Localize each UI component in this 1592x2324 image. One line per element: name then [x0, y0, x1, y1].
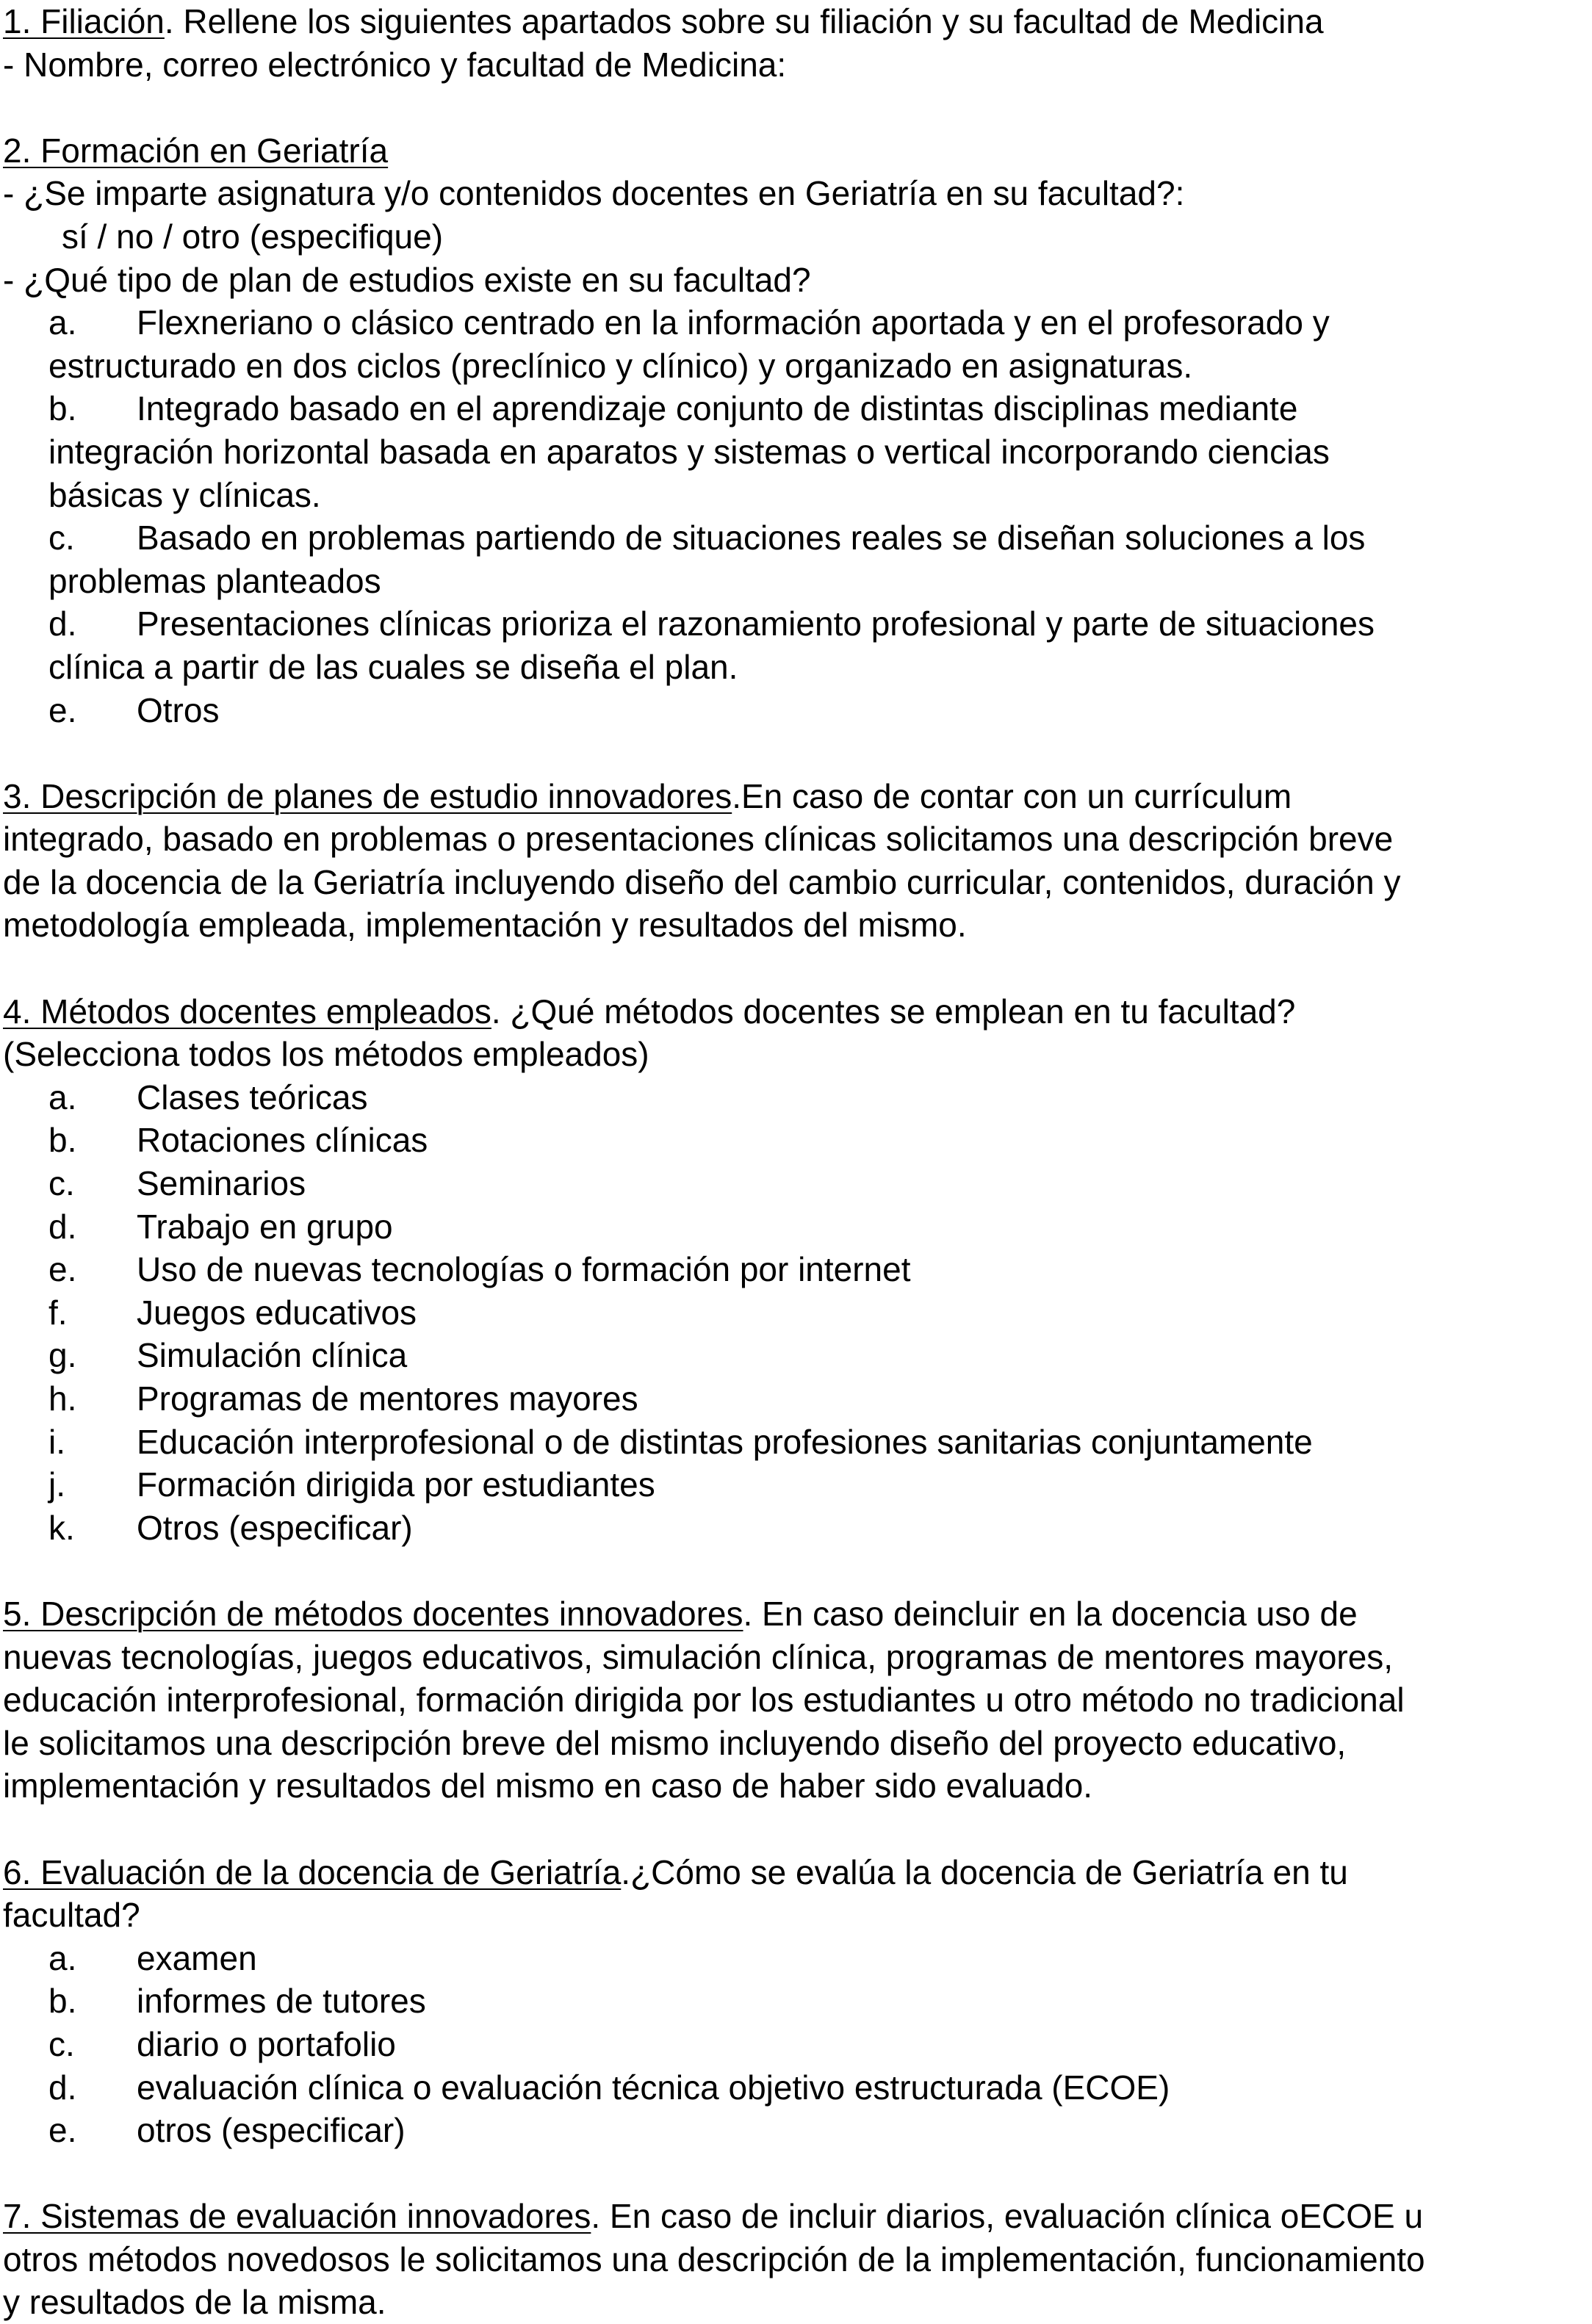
- list-marker: a.: [48, 303, 77, 342]
- method-option-g: [3, 1334, 1592, 1377]
- list-marker: a.: [48, 1078, 77, 1116]
- method-option-k: [3, 1506, 1592, 1550]
- plan-option-d: [3, 602, 1592, 646]
- list-item-text: Basado en problemas partiendo de situaciones reales se diseñan soluciones a los: [137, 519, 1366, 557]
- list-marker: b.: [48, 389, 77, 428]
- plan-option-a: [3, 301, 1592, 344]
- section-4-heading-line: [3, 990, 1592, 1033]
- list-item-text: Clases teóricas: [137, 1078, 368, 1116]
- section-2-question-1: - ¿Se imparte asignatura y/o contenidos docentes en Geriatría en su facultad?:: [3, 174, 1185, 213]
- list-marker: e.: [48, 2111, 77, 2150]
- list-marker: d.: [48, 605, 77, 643]
- evaluation-option-d: [3, 2066, 1592, 2110]
- spacer: [3, 1549, 1592, 1592]
- list-marker: c.: [48, 2024, 75, 2063]
- list-item-text: Flexneriano o clásico centrado en la información aportada y en el profesorado y: [137, 303, 1330, 342]
- list-item-text: Trabajo en grupo: [137, 1207, 393, 1246]
- list-marker: f.: [48, 1293, 68, 1332]
- section-3-heading-line: [3, 775, 1592, 818]
- section-1-text: . Rellene los siguientes apartados sobre su filiación y su facultad de Medicina: [164, 2, 1324, 40]
- list-item-text: Educación interprofesional o de distintas profesiones sanitarias conjuntamente: [137, 1422, 1313, 1461]
- list-item-text: Otros: [137, 690, 220, 729]
- section-7-text: . En caso de incluir diarios, evaluación clínica oECOE u: [591, 2197, 1424, 2236]
- section-6-text: .¿Cómo se evalúa la docencia de Geriatría en tu: [621, 1852, 1348, 1891]
- section-3-text: .En caso de contar con un currículum: [732, 776, 1292, 815]
- section-1-line-2: - Nombre, correo electrónico y facultad de Medicina:: [3, 45, 787, 84]
- spacer: [3, 732, 1592, 775]
- section-3-line: integrado, basado en problemas o presentaciones clínicas solicitamos una descripción breve: [3, 820, 1394, 859]
- section-2-question-2: - ¿Qué tipo de plan de estudios existe en su facultad?: [3, 260, 811, 299]
- list-marker: i.: [48, 1422, 65, 1461]
- list-item-continuation: integración horizontal basada en aparatos y sistemas o vertical incorporando ciencias: [48, 432, 1330, 471]
- spacer: [3, 2152, 1592, 2195]
- section-3-title: 3. Descripción de planes de estudio innovadores: [3, 776, 732, 815]
- spacer: [3, 1808, 1592, 1851]
- method-option-c: [3, 1162, 1592, 1205]
- list-marker: b.: [48, 1982, 77, 2021]
- list-item-text: evaluación clínica o evaluación técnica objetivo estructurada (ECOE): [137, 2068, 1170, 2107]
- method-option-e: [3, 1248, 1592, 1291]
- section-6-title: 6. Evaluación de la docencia de Geriatría: [3, 1852, 622, 1891]
- method-option-i: [3, 1421, 1592, 1464]
- list-item-text: diario o portafolio: [137, 2024, 396, 2063]
- section-7-title: 7. Sistemas de evaluación innovadores: [3, 2197, 591, 2236]
- list-item-text: Formación dirigida por estudiantes: [137, 1465, 655, 1504]
- list-marker: d.: [48, 2068, 77, 2107]
- spacer: [3, 86, 1592, 129]
- section-1-heading-line: [3, 0, 1592, 43]
- method-option-j: [3, 1463, 1592, 1506]
- list-marker: e.: [48, 690, 77, 729]
- evaluation-option-e: [3, 2109, 1592, 2152]
- list-marker: k.: [48, 1508, 75, 1547]
- list-marker: b.: [48, 1121, 77, 1160]
- spacer: [3, 947, 1592, 990]
- list-item-text: Seminarios: [137, 1164, 306, 1203]
- method-option-f: [3, 1291, 1592, 1335]
- section-5-text: . En caso deincluir en la docencia uso de: [743, 1594, 1358, 1633]
- list-item-continuation: clínica a partir de las cuales se diseña el plan.: [48, 647, 738, 686]
- method-option-a: [3, 1076, 1592, 1119]
- section-6-line-2: facultad?: [3, 1896, 140, 1935]
- list-marker: j.: [48, 1465, 65, 1504]
- list-marker: g.: [48, 1336, 77, 1375]
- list-item-continuation: estructurado en dos ciclos (preclínico y clínico) y organizado en asignaturas.: [48, 346, 1193, 385]
- list-item-text: examen: [137, 1938, 257, 1977]
- list-item-text: Uso de nuevas tecnologías o formación por internet: [137, 1250, 911, 1289]
- list-item-text: Simulación clínica: [137, 1336, 408, 1375]
- list-item-text: Juegos educativos: [137, 1293, 417, 1332]
- evaluation-option-a: [3, 1937, 1592, 1980]
- section-7-heading-line: [3, 2195, 1592, 2238]
- list-marker: d.: [48, 1207, 77, 1246]
- section-5-heading-line: [3, 1592, 1592, 1636]
- list-item-text: Otros (especificar): [137, 1508, 413, 1547]
- method-option-b: [3, 1119, 1592, 1162]
- list-marker: e.: [48, 1250, 77, 1289]
- section-7-line: otros métodos novedosos le solicitamos una descripción de la implementación, funcionamiento: [3, 2240, 1425, 2278]
- section-4-line-2: (Selecciona todos los métodos empleados): [3, 1035, 649, 1074]
- list-item-text: Rotaciones clínicas: [137, 1121, 428, 1160]
- plan-option-c: [3, 516, 1592, 560]
- section-5-title: 5. Descripción de métodos docentes innovadores: [3, 1594, 743, 1633]
- section-1-title: 1. Filiación: [3, 2, 165, 40]
- plan-option-e: [3, 689, 1592, 732]
- list-item-continuation: básicas y clínicas.: [48, 475, 321, 514]
- plan-option-b: [3, 387, 1592, 430]
- section-3-line: metodología empleada, implementación y resultados del mismo.: [3, 906, 967, 945]
- section-4-text: . ¿Qué métodos docentes se emplean en tu facultad?: [491, 992, 1296, 1031]
- list-item-text: Integrado basado en el aprendizaje conjunto de distintas disciplinas mediante: [137, 389, 1298, 428]
- section-2-heading-line: [3, 129, 1592, 173]
- list-marker: c.: [48, 1164, 75, 1203]
- evaluation-option-b: [3, 1980, 1592, 2023]
- section-5-line: le solicitamos una descripción breve del mismo incluyendo diseño del proyecto educativo,: [3, 1723, 1347, 1762]
- list-marker: c.: [48, 519, 75, 557]
- method-option-h: [3, 1377, 1592, 1421]
- list-marker: h.: [48, 1379, 77, 1418]
- section-2-question-1-options: sí / no / otro (especifique): [62, 217, 444, 256]
- list-item-continuation: problemas planteados: [48, 561, 381, 600]
- list-item-text: Programas de mentores mayores: [137, 1379, 638, 1418]
- section-6-heading-line: [3, 1851, 1592, 1894]
- list-item-text: otros (especificar): [137, 2111, 406, 2150]
- evaluation-option-c: [3, 2023, 1592, 2066]
- section-7-line: y resultados de la misma.: [3, 2283, 386, 2322]
- section-2-title: 2. Formación en Geriatría: [3, 131, 389, 170]
- section-4-title: 4. Métodos docentes empleados: [3, 992, 491, 1031]
- section-5-line: educación interprofesional, formación dirigida por los estudiantes u otro método no tradicional: [3, 1681, 1405, 1719]
- method-option-d: [3, 1205, 1592, 1249]
- section-5-line: nuevas tecnologías, juegos educativos, simulación clínica, programas de mentores mayores,: [3, 1637, 1394, 1676]
- section-3-line: de la docencia de la Geriatría incluyendo diseño del cambio curricular, contenidos, duración y: [3, 862, 1401, 901]
- list-item-text: Presentaciones clínicas prioriza el razonamiento profesional y parte de situaciones: [137, 605, 1375, 643]
- list-marker: a.: [48, 1938, 77, 1977]
- section-5-line: implementación y resultados del mismo en caso de haber sido evaluado.: [3, 1767, 1093, 1805]
- list-item-text: informes de tutores: [137, 1982, 426, 2021]
